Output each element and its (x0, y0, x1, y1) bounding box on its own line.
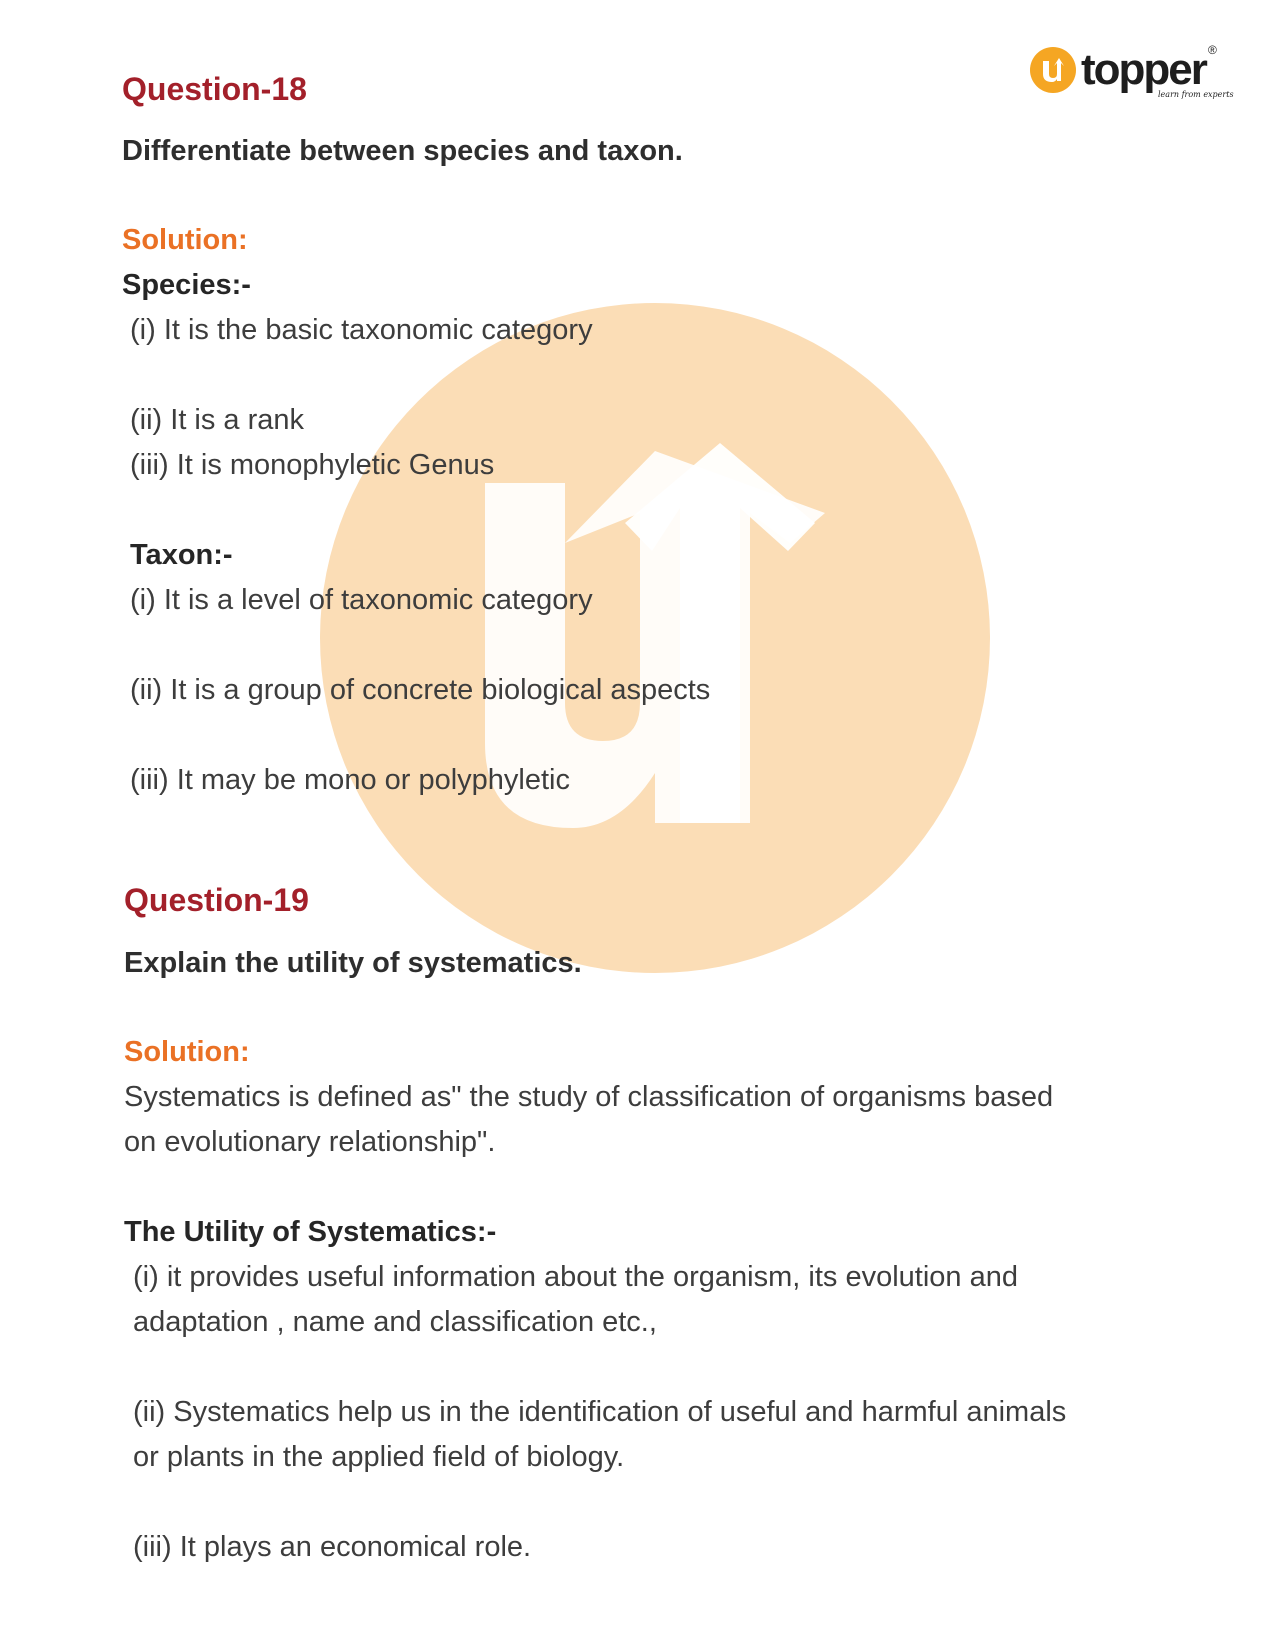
utility-point-3: (iii) It plays an economical role. (133, 1531, 532, 1563)
utility-title: The Utility of Systematics:- (124, 1216, 497, 1248)
taxon-point-3: (iii) It may be mono or polyphyletic (130, 764, 570, 796)
utility-point-2-line-2: or plants in the applied field of biology. (133, 1441, 625, 1473)
topper-logo-tagline: learn from experts (1158, 90, 1234, 99)
question-19-heading: Question-19 (124, 882, 309, 918)
utility-point-1-line-1: (i) it provides useful information about the organism, its evolution and (133, 1261, 1018, 1293)
registered-mark: ® (1208, 43, 1217, 57)
question-18-solution-label: Solution: (122, 224, 248, 256)
taxon-point-1: (i) It is a level of taxonomic category (130, 584, 593, 616)
topper-logo-mark-icon (1030, 47, 1076, 93)
question-19-solution-label: Solution: (124, 1036, 250, 1068)
definition-line-2: on evolutionary relationship". (124, 1126, 496, 1158)
species-title: Species:- (122, 269, 251, 301)
question-18-text: Differentiate between species and taxon. (122, 135, 683, 167)
species-point-3: (iii) It is monophyletic Genus (130, 449, 495, 481)
question-19-text: Explain the utility of systematics. (124, 947, 582, 979)
utility-point-1-line-2: adaptation , name and classification etc., (133, 1306, 657, 1338)
topper-logo (1030, 43, 1234, 106)
question-18-heading: Question-18 (122, 71, 307, 107)
watermark-u-arrow-icon (320, 303, 990, 973)
definition-line-1: Systematics is defined as" the study of classification of organisms based (124, 1081, 1054, 1113)
topper-logo-wordmark: topper (1081, 45, 1206, 94)
taxon-title: Taxon:- (130, 539, 233, 571)
species-point-2: (ii) It is a rank (130, 404, 305, 436)
species-point-1: (i) It is the basic taxonomic category (130, 314, 593, 346)
taxon-point-2: (ii) It is a group of concrete biological aspects (130, 674, 711, 706)
utility-point-2-line-1: (ii) Systematics help us in the identification of useful and harmful animals (133, 1396, 1067, 1428)
